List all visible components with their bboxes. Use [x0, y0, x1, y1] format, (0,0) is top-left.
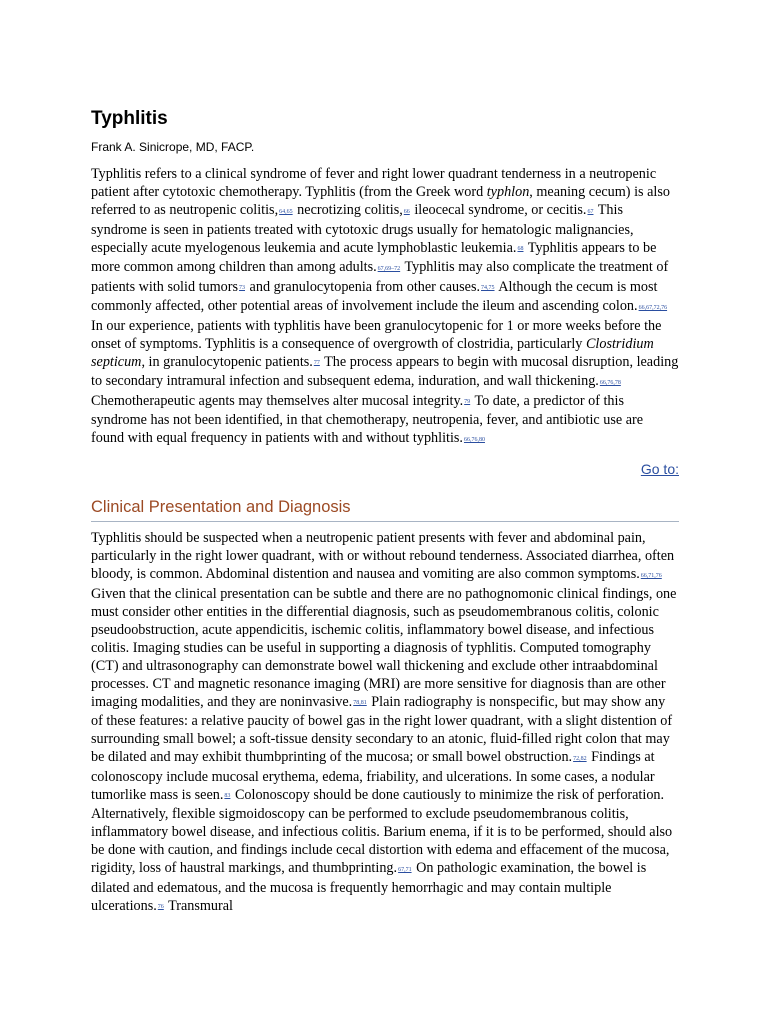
text: and granulocytopenia from other causes.	[246, 278, 481, 295]
reference-link[interactable]: 66,76,78	[599, 379, 621, 386]
emphasis-term: typhlon	[486, 184, 530, 200]
reference-link[interactable]: 77	[313, 360, 320, 366]
reference-link[interactable]: 67,71	[398, 866, 412, 873]
text: Typhlitis appears to be more common among children than among adults.	[91, 239, 657, 275]
text: Although the cecum is most commonly affected, other potential areas of involvement include the ileum and ascending colon.	[91, 278, 658, 314]
reference-link[interactable]: 64,65	[279, 208, 293, 215]
text: Transmural	[164, 897, 233, 914]
author-line: Frank A. Sinicrope, MD, FACP.	[91, 140, 255, 154]
text: This syndrome is seen in patients treated with cytotoxic drugs usually for hematologic malignancies, especially acute myelogenous leukemia and acute lymphoblastic leukemia.	[91, 202, 634, 256]
text: Findings at colonoscopy include mucosal erythema, edema, friability, and ulcerations. In some cases, a nodular tumorlike mass is seen.	[91, 749, 655, 803]
reference-link[interactable]: 66,67,72,76	[638, 304, 668, 311]
reference-link[interactable]: 67	[587, 208, 594, 215]
reference-link[interactable]: 68	[517, 246, 524, 252]
text: Plain radiography is nonspecific, but may show any of these features: a relative paucity of bowel gas in the right lower quadrant, with a slight distention of surrounding small bowel; a soft-tissue density secondary to an atonic, fluid-filled right colon that may be dilated and may exhibit thumbprinting of the mucosa; or small bowel obstruction.	[91, 693, 673, 765]
text: Chemotherapeutic agents may themselves alter mucosal integrity.	[91, 392, 464, 409]
text: Typhlitis should be suspected when a neutropenic patient presents with fever and abdominal pain, particularly in the right lower quadrant, with or without rebound tenderness. Associated diarrhea, often bloody, is common. Abdominal distention and nausea and vomiting are also common symptoms.	[91, 530, 675, 582]
section-paragraph	[91, 529, 679, 929]
reference-link[interactable]: 66	[403, 208, 410, 215]
text: , meaning cecum) is also referred to as neutropenic colitis,	[91, 184, 670, 218]
reference-link[interactable]: 66,76,80	[463, 436, 485, 443]
reference-link[interactable]: 76	[157, 904, 164, 910]
text: The process appears to begin with mucosal disruption, leading to secondary intramural infection and subsequent edema, induration, and wall thickening.	[91, 353, 679, 389]
reference-link[interactable]: 83	[224, 793, 231, 799]
text: Given that the clinical presentation can be subtle and there are no pathognomonic clinical findings, one must consider other entities in the differential diagnosis, such as pseudomembranous colitis, colonic pseudoobstruction, acute appendicitis, ischemic colitis, inflammatory bowel disease, and infectious colitis. Imaging studies can be useful in supporting a diagnosis of typhlitis. Computed tomography (CT) and ultrasonography can demonstrate bowel wall thickening and exclude other intraabdominal processes. CT and magnetic resonance imaging (MRI) are more sensitive for diagnosis than are other imaging modalities, and they are noninvasive.	[91, 585, 677, 710]
text: Typhlitis refers to a clinical syndrome of fever and right lower quadrant tenderness in a neutropenic patient after cytotoxic chemotherapy. Typhlitis (from the Greek word	[91, 166, 657, 200]
text: , in granulocytopenic patients.	[141, 353, 313, 370]
text: Colonoscopy should be done cautiously to minimize the risk of perforation. Alternatively, flexible sigmoidoscopy can be performed to exclude pseudomembranous colitis, inflammatory bowel disease, and infectious colitis. Barium enema, if it is to be performed, should also be done with caution, and findings include cecal distortion with edema and effacement of the mucosa, rigidity, loss of haustral markings, and thumbprinting.	[91, 786, 673, 876]
reference-link[interactable]: 74,75	[481, 285, 495, 291]
intro-paragraph	[91, 165, 679, 449]
reference-link[interactable]: 79	[464, 399, 471, 405]
text: On pathologic examination, the bowel is dilated and edematous, and the mucosa is frequently hemorrhagic and may contain multiple ulcerations.	[91, 860, 647, 914]
reference-link[interactable]: 78,81	[353, 700, 367, 706]
reference-link[interactable]: 73	[239, 285, 245, 291]
goto-link[interactable]: Go to:	[640, 461, 679, 477]
reference-link[interactable]: 67,69–72	[377, 265, 401, 272]
reference-link[interactable]: 66,71,76	[640, 572, 662, 579]
article-title: Typhlitis	[91, 108, 168, 129]
text: To date, a predictor of this syndrome has not been identified, in that chemotherapy, neutropenia, fever, and antibiotic use are found with equal frequency in patients with and without typhlitis.	[91, 392, 644, 446]
section-heading: Clinical Presentation and Diagnosis	[91, 498, 679, 522]
text: ileocecal syndrome, or cecitis.	[410, 202, 587, 218]
text: necrotizing colitis,	[293, 202, 403, 218]
text: Typhlitis may also complicate the treatment of patients with solid tumors	[91, 259, 669, 295]
reference-link[interactable]: 72,82	[573, 755, 587, 762]
emphasis-term: Clostridium septicum	[91, 335, 654, 370]
text: In our experience, patients with typhlitis have been granulocytopenic for 1 or more weeks before the onset of symptoms. Typhlitis is a consequence of overgrowth of clostridia, particularly	[91, 317, 662, 352]
